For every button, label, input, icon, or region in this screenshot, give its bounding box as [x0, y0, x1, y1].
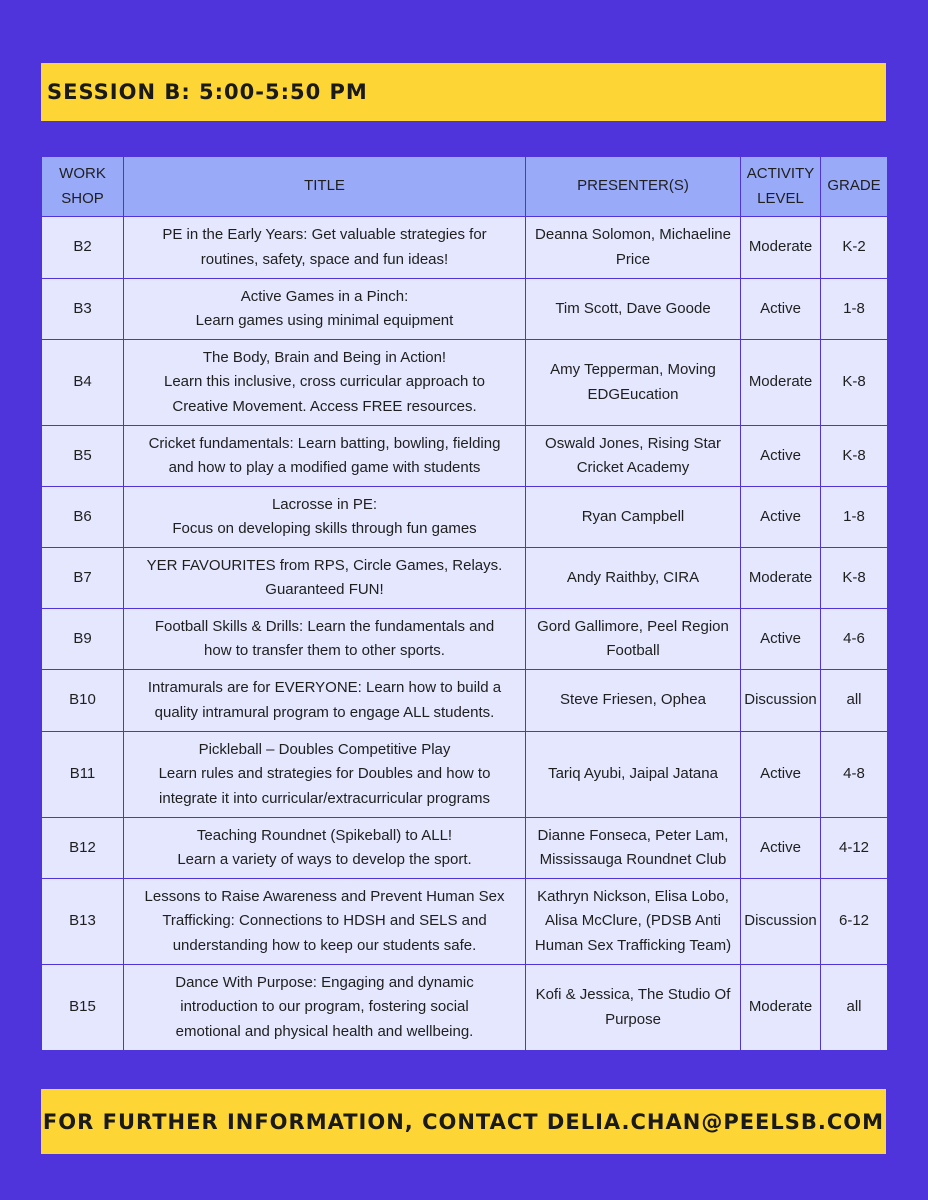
workshop-code-cell: B6	[42, 487, 124, 548]
workshop-code-cell: B10	[42, 670, 124, 732]
presenters-cell: Deanna Solomon, Michaeline Price	[526, 217, 741, 279]
workshop-code-cell: B15	[42, 965, 124, 1051]
workshop-title-cell: Dance With Purpose: Engaging and dynamic introduction to our program, fostering social emotional and physical health and wellbeing.	[124, 965, 526, 1051]
presenters-cell: Dianne Fonseca, Peter Lam, Mississauga Roundnet Club	[526, 818, 741, 879]
table-row	[42, 609, 888, 670]
activity-level-cell: Moderate	[741, 340, 821, 426]
activity-level-cell: Active	[741, 279, 821, 340]
workshop-code-cell: B7	[42, 548, 124, 609]
grade-cell: K-8	[821, 548, 888, 609]
col-header-activity: ACTIVITY LEVEL	[741, 157, 821, 217]
table-row	[42, 217, 888, 279]
workshop-title-cell: The Body, Brain and Being in Action! Learn this inclusive, cross curricular approach to Creative Movement. Access FREE resources.	[124, 340, 526, 426]
workshop-table	[41, 156, 888, 1051]
workshop-code-cell: B13	[42, 879, 124, 965]
workshop-title-cell: Lacrosse in PE: Focus on developing skills through fun games	[124, 487, 526, 548]
presenters-cell: Kofi & Jessica, The Studio Of Purpose	[526, 965, 741, 1051]
activity-level-cell: Discussion	[741, 879, 821, 965]
presenters-cell: Tariq Ayubi, Jaipal Jatana	[526, 732, 741, 818]
table-row	[42, 670, 888, 732]
table-header-row	[42, 157, 888, 217]
presenters-cell: Oswald Jones, Rising Star Cricket Academy	[526, 426, 741, 487]
presenters-cell: Andy Raithby, CIRA	[526, 548, 741, 609]
workshop-title-cell: Football Skills & Drills: Learn the fundamentals and how to transfer them to other sports.	[124, 609, 526, 670]
table-row	[42, 340, 888, 426]
workshop-title-cell: Intramurals are for EVERYONE: Learn how to build a quality intramural program to engage ALL students.	[124, 670, 526, 732]
presenters-cell: Kathryn Nickson, Elisa Lobo, Alisa McClure, (PDSB Anti Human Sex Trafficking Team)	[526, 879, 741, 965]
table-row	[42, 818, 888, 879]
workshop-title-cell: Cricket fundamentals: Learn batting, bowling, fielding and how to play a modified game with students	[124, 426, 526, 487]
presenters-cell: Gord Gallimore, Peel Region Football	[526, 609, 741, 670]
activity-level-cell: Active	[741, 609, 821, 670]
workshop-code-cell: B9	[42, 609, 124, 670]
grade-cell: 1-8	[821, 487, 888, 548]
activity-level-cell: Moderate	[741, 217, 821, 279]
contact-banner	[41, 1089, 886, 1154]
workshop-code-cell: B11	[42, 732, 124, 818]
table-row	[42, 879, 888, 965]
activity-level-cell: Moderate	[741, 965, 821, 1051]
grade-cell: K-2	[821, 217, 888, 279]
workshop-title-cell: Teaching Roundnet (Spikeball) to ALL! Learn a variety of ways to develop the sport.	[124, 818, 526, 879]
grade-cell: 1-8	[821, 279, 888, 340]
presenters-cell: Tim Scott, Dave Goode	[526, 279, 741, 340]
workshop-code-cell: B5	[42, 426, 124, 487]
activity-level-cell: Active	[741, 426, 821, 487]
grade-cell: all	[821, 670, 888, 732]
workshop-code-cell: B12	[42, 818, 124, 879]
table-row	[42, 965, 888, 1051]
workshop-code-cell: B3	[42, 279, 124, 340]
presenters-cell: Amy Tepperman, Moving EDGEucation	[526, 340, 741, 426]
table-row	[42, 732, 888, 818]
grade-cell: K-8	[821, 340, 888, 426]
presenters-cell: Ryan Campbell	[526, 487, 741, 548]
activity-level-cell: Active	[741, 732, 821, 818]
grade-cell: K-8	[821, 426, 888, 487]
grade-cell: 4-12	[821, 818, 888, 879]
table-row	[42, 487, 888, 548]
grade-cell: 4-8	[821, 732, 888, 818]
col-header-title: TITLE	[124, 157, 526, 217]
workshop-title-cell: Lessons to Raise Awareness and Prevent Human Sex Trafficking: Connections to HDSH and SELS and understanding how to keep our students safe.	[124, 879, 526, 965]
activity-level-cell: Active	[741, 818, 821, 879]
grade-cell: 6-12	[821, 879, 888, 965]
col-header-workshop: WORK SHOP	[42, 157, 124, 217]
workshop-title-cell: YER FAVOURITES from RPS, Circle Games, Relays. Guaranteed FUN!	[124, 548, 526, 609]
contact-text: FOR FURTHER INFORMATION, CONTACT DELIA.CHAN@PEELSB.COM	[42, 1109, 885, 1134]
col-header-grade: GRADE	[821, 157, 888, 217]
table-row	[42, 548, 888, 609]
activity-level-cell: Discussion	[741, 670, 821, 732]
presenters-cell: Steve Friesen, Ophea	[526, 670, 741, 732]
workshop-code-cell: B4	[42, 340, 124, 426]
session-heading: SESSION B: 5:00-5:50 PM	[47, 80, 368, 104]
col-header-presenters: PRESENTER(S)	[526, 157, 741, 217]
workshop-code-cell: B2	[42, 217, 124, 279]
grade-cell: all	[821, 965, 888, 1051]
workshop-title-cell: Pickleball – Doubles Competitive Play Learn rules and strategies for Doubles and how to integrate it into curricular/extracurricular programs	[124, 732, 526, 818]
session-banner	[41, 63, 886, 121]
grade-cell: 4-6	[821, 609, 888, 670]
workshop-title-cell: PE in the Early Years: Get valuable strategies for routines, safety, space and fun ideas!	[124, 217, 526, 279]
workshop-title-cell: Active Games in a Pinch: Learn games using minimal equipment	[124, 279, 526, 340]
table-row	[42, 279, 888, 340]
table-row	[42, 426, 888, 487]
activity-level-cell: Active	[741, 487, 821, 548]
activity-level-cell: Moderate	[741, 548, 821, 609]
